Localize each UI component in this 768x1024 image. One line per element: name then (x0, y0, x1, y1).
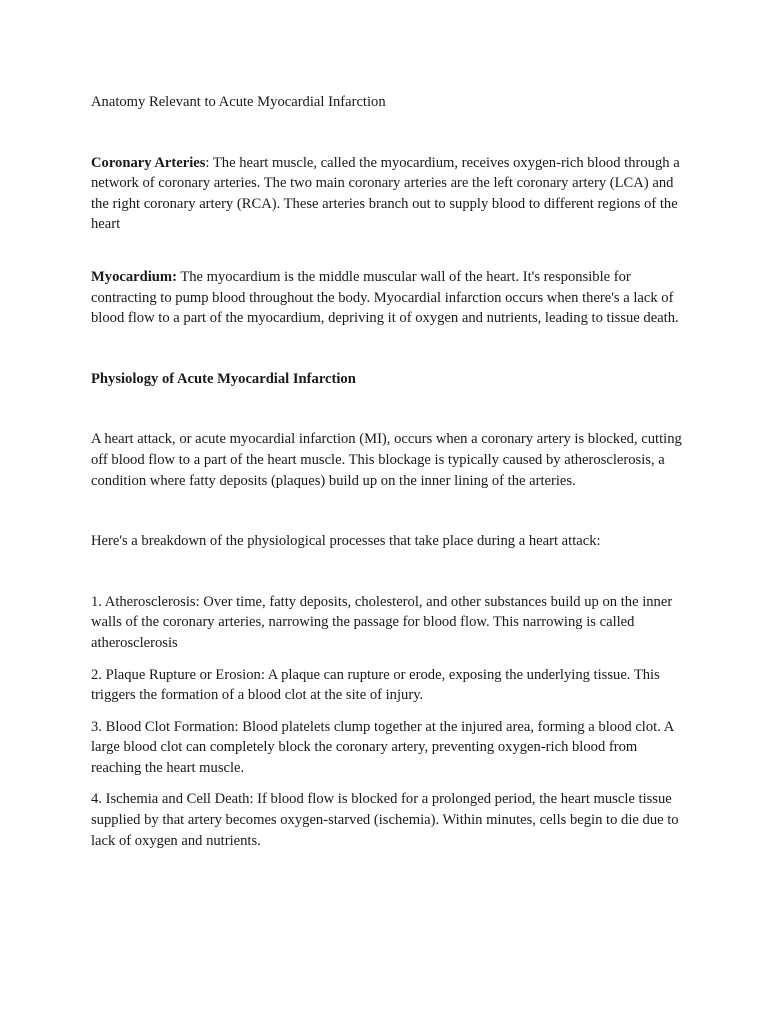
list-item: 1. Atherosclerosis: Over time, fatty deposits, cholesterol, and other substances build up on the inner walls of the coronary arteries, narrowing the passage for blood flow. This narrowing is called atherosclerosis (91, 593, 673, 651)
myocardium-label: Myocardium: (91, 268, 177, 285)
myocardium-paragraph (91, 267, 691, 329)
coronary-arteries-text: : The heart muscle, called the myocardium, receives oxygen-rich blood through a network of coronary arteries. The two main coronary arteries are the left coronary artery (LCA) and the right coronary artery (RCA). These arteries branch out to supply blood to different regions of the heart (91, 154, 680, 233)
physiology-heading (91, 369, 691, 390)
document-title: Anatomy Relevant to Acute Myocardial Infarction (91, 94, 386, 110)
myocardium-text: The myocardium is the middle muscular wall of the heart. It's responsible for contracting to pump blood throughout the body. Myocardial infarction occurs when there's a lack of blood flow to a part of the myocardium, depriving it of oxygen and nutrients, leading to tissue death. (91, 268, 679, 327)
steps-list (91, 592, 691, 852)
breakdown-paragraph: Here's a breakdown of the physiological processes that take place during a heart attack: (91, 533, 601, 550)
list-item: 3. Blood Clot Formation: Blood platelets clump together at the injured area, forming a blood clot. A large blood clot can completely block the coronary artery, preventing oxygen-rich blood from reaching the heart muscle. (91, 718, 674, 776)
physiology-heading-text: Physiology of Acute Myocardial Infarction (91, 370, 356, 387)
document-body (91, 92, 691, 851)
list-item: 4. Ischemia and Cell Death: If blood flow is blocked for a prolonged period, the heart muscle tissue supplied by that artery becomes oxygen-starved (ischemia). Within minutes, cells begin to die due to lack of oxygen and nutrients. (91, 791, 679, 849)
intro-paragraph: A heart attack, or acute myocardial infarction (MI), occurs when a coronary artery is blocked, cutting off blood flow to a part of the heart muscle. This blockage is typically caused by atherosclerosis, a condition where fatty deposits (plaques) build up on the inner lining of the arteries. (91, 431, 682, 489)
coronary-arteries-label: Coronary Arteries (91, 154, 206, 171)
coronary-arteries-paragraph (91, 153, 691, 235)
list-item: 2. Plaque Rupture or Erosion: A plaque can rupture or erode, exposing the underlying tissue. This triggers the formation of a blood clot at the site of injury. (91, 666, 660, 704)
